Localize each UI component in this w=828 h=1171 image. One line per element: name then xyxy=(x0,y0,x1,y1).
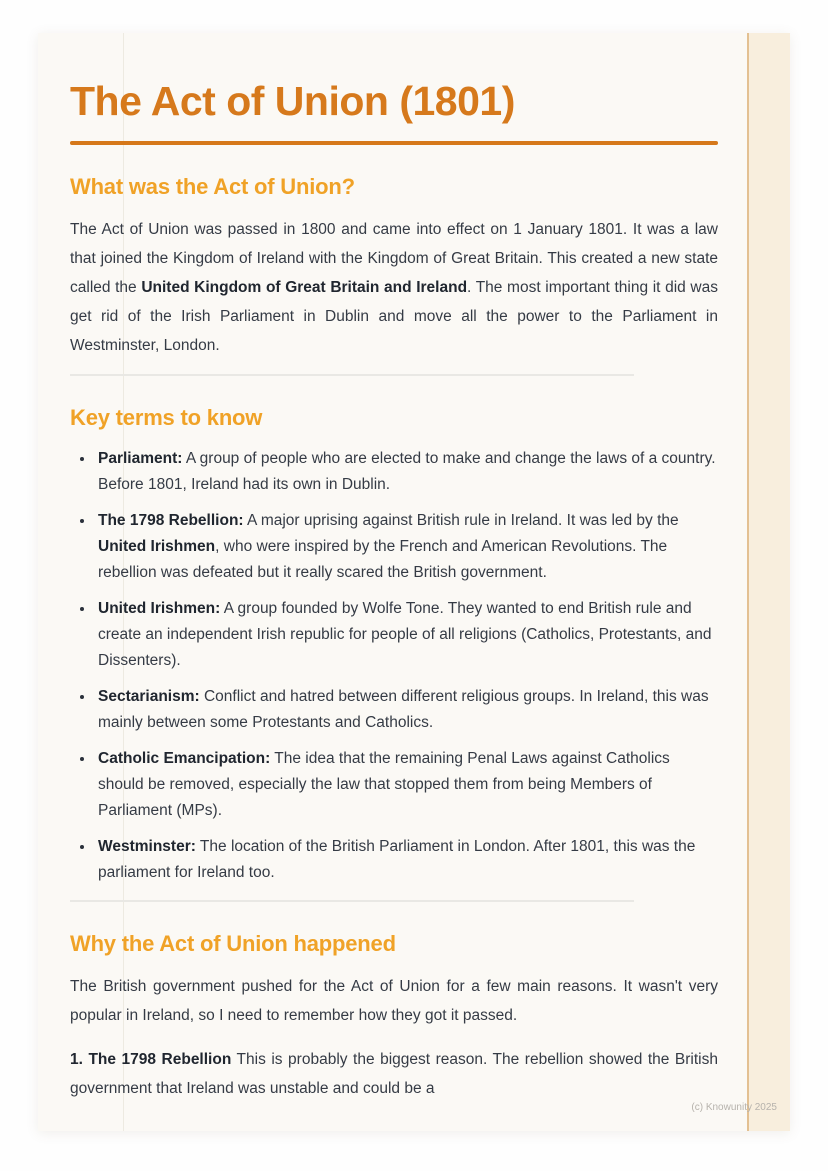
section-what-was-the-act-of-union xyxy=(70,173,718,360)
list-item-westminster: • Westminster: The location of the British Parliament in London. After 1801, this was the parliament for Ireland too. xyxy=(95,833,718,886)
list-item-1798-rebellion: • The 1798 Rebellion: A major uprising against British rule in Ireland. It was led by the United Irishmen, who were inspired by the French and American Revolutions. The rebellion was defeated but it really scared the British government. xyxy=(95,507,718,586)
section-key-terms xyxy=(70,404,718,886)
list-item-united-irishmen: • United Irishmen: A group founded by Wolfe Tone. They wanted to end British rule and create an independent Irish republic for people of all religions (Catholics, Protestants, and Dissenters). xyxy=(95,595,718,674)
key-terms-list xyxy=(70,445,718,886)
section-heading: Why the Act of Union happened xyxy=(70,931,396,956)
document-page xyxy=(38,33,790,1131)
list-item-sectarianism: • Sectarianism: Conflict and hatred between different religious groups. In Ireland, this was mainly between some Protestants and Catholics. xyxy=(95,683,718,736)
paragraph: 1. The 1798 Rebellion This is probably the biggest reason. The rebellion showed the British government that Ireland was unstable and could be a xyxy=(70,1051,718,1097)
title-divider-rule xyxy=(70,141,718,145)
section-heading: What was the Act of Union? xyxy=(70,174,355,199)
paragraph: The British government pushed for the Act of Union for a few main reasons. It wasn't very popular in Ireland, so I need to remember how they got it passed. xyxy=(70,978,718,1024)
page-content xyxy=(70,33,718,1103)
page-binding-strip xyxy=(747,33,790,1131)
section-divider xyxy=(70,374,634,376)
watermark: (c) Knowunity 2025 xyxy=(691,1102,777,1113)
section-why-it-happened xyxy=(70,930,718,1103)
paragraph: The Act of Union was passed in 1800 and came into effect on 1 January 1801. It was a law that joined the Kingdom of Ireland with the Kingdom of Great Britain. This created a new state called the United Kingdom of Great Britain and Ireland. The most important thing it did was get rid of the Irish Parliament in Dublin and move all the power to the Parliament in Westminster, London. xyxy=(70,221,718,354)
list-item-catholic-emancipation: • Catholic Emancipation: The idea that the remaining Penal Laws against Catholics should be removed, especially the law that stopped them from being Members of Parliament (MPs). xyxy=(95,745,718,824)
section-heading: Key terms to know xyxy=(70,405,263,430)
section-divider xyxy=(70,900,634,902)
list-item-parliament: • Parliament: A group of people who are elected to make and change the laws of a country. Before 1801, Ireland had its own in Dublin. xyxy=(95,445,718,498)
page-title: The Act of Union (1801) xyxy=(70,78,515,124)
